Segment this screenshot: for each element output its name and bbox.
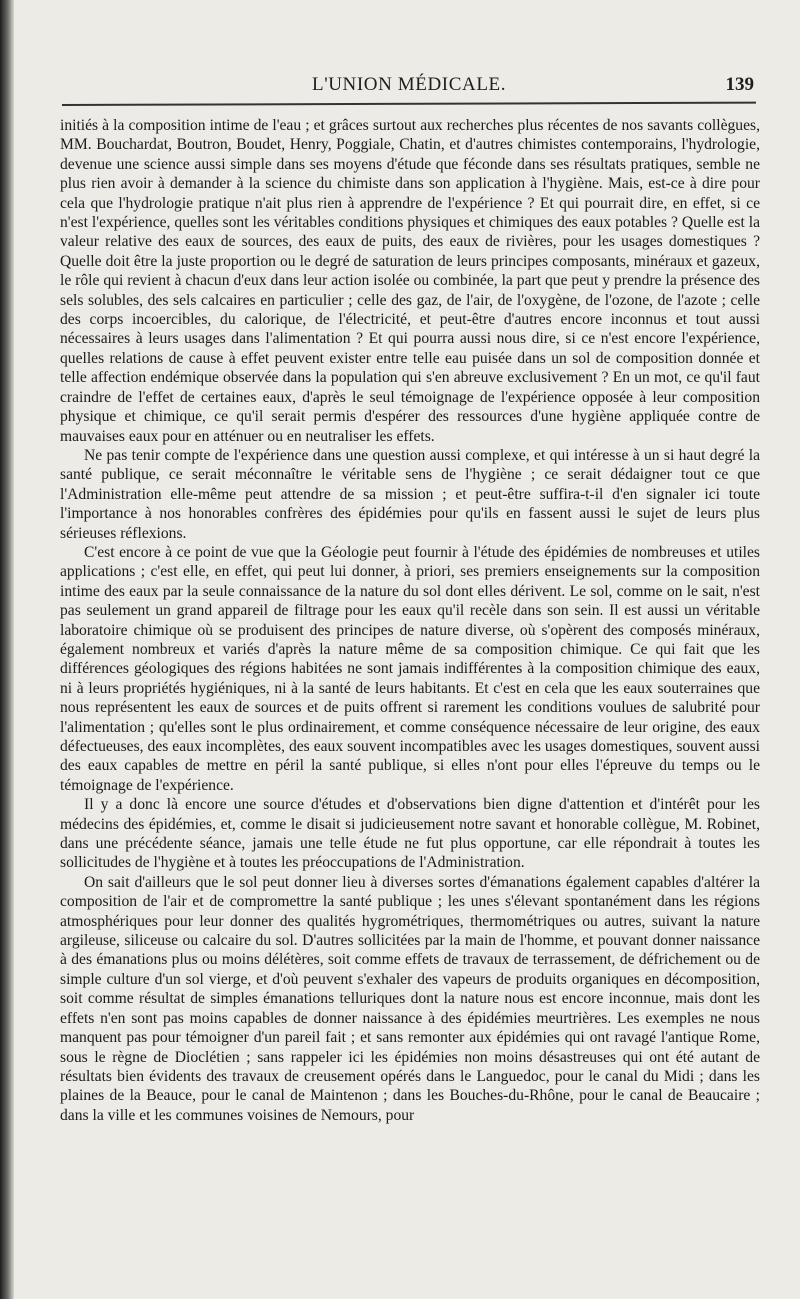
page-header: [62, 74, 758, 104]
page-binding-edge: [0, 0, 14, 1299]
paragraph-5: On sait d'ailleurs que le sol peut donner lieu à diverses sortes d'émanations également capables d'altérer la composition de l'air et de compromettre la santé publique ; les unes s'élevant spontanément dans les régions atmosphériques pour leur donner des qualités hygrométriques, thermométriques ou autres, suivant la nature argileuse, siliceuse ou calcaire du sol. D'autres sollicitées par la main de l'homme, et pouvant donner naissance à des émanations plus ou moins délétères, soit comme effets de travaux de terrassement, de défrichement ou de simple culture d'un sol vierge, et d'où peuvent s'exhaler des vapeurs de produits organiques en décomposition, soit comme résultat de simples émanations telluriques dont la nature nous est encore inconnue, mais dont les effets n'en sont pas moins capables de donner naissance à des épidémies meurtrières. Les exemples ne nous manquent pas pour témoigner d'un pareil fait ; et sans remonter aux épidémies qui ont ravagé l'antique Rome, sous le règne de Dioclétien ; sans rappeler ici les épidémies non moins désastreuses qui ont été autant de résultats bien évidents des travaux de creusement opérés dans le Languedoc, pour le canal du Midi ; dans les plaines de la Beauce, pour le canal de Maintenon ; dans les Bouches-du-Rhône, pour le canal de Beaucaire ; dans la ville et les communes voisines de Nemours, pour: [60, 873, 760, 1124]
body-text: [60, 116, 760, 1125]
page-number: 139: [725, 74, 754, 95]
paragraph-1: initiés à la composition intime de l'eau ; et grâces surtout aux recherches plus récentes de nos savants collègues, MM. Bouchardat, Boutron, Boudet, Henry, Poggiale, Chatin, et d'autres chimistes contemporains, l'hydrologie, devenue une science aussi simple dans ses moyens d'étude que féconde dans ses résultats pratiques, semble ne plus rien avoir à demander à la science du chimiste dans son application à l'hygiène. Mais, est-ce à dire pour cela que l'hydrologie pratique n'ait plus rien à apprendre de l'expérience ? Et qui pourrait dire, en effet, si ce n'est l'expérience, quelles sont les véritables conditions physiques et chimiques des eaux potables ? Quelle est la valeur relative des eaux de sources, des eaux de puits, des eaux de rivières, pour les usages domestiques ? Quelle doit être la juste proportion ou le degré de saturation de leurs principes composants, minéraux et gazeux, le rôle qui revient à chacun d'eux dans leur action isolée ou combinée, la part que peut y prendre la présence des sels solubles, des sels calcaires en particulier ; celle des gaz, de l'air, de l'oxygène, de l'ozone, de l'azote ; celle des corps incoercibles, du calorique, de l'électricité, et peut-être d'autres encore inconnus et tout aussi nécessaires à leurs usages dans l'alimentation ? Et qui pourra aussi nous dire, si ce n'est encore l'expérience, quelles relations de cause à effet peuvent exister entre telle eau puisée dans un sol de composition donnée et telle affection endémique observée dans la population qui s'en abreuve exclusivement ? En un mot, ce qu'il faut craindre de l'effet de certaines eaux, d'après le seul témoignage de l'expérience opposée à leur composition physique et chimique, ce qu'il serait permis d'espérer des ressources d'une hygiène appliquée contre de mauvaises eaux pour en atténuer ou en neutraliser les effets.: [60, 117, 760, 445]
running-title: L'UNION MÉDICALE.: [312, 74, 507, 95]
paragraph-2: Ne pas tenir compte de l'expérience dans une question aussi complexe, et qui intéresse à un si haut degré la santé publique, ce serait méconnaître le véritable sens de l'hygiène ; ce serait dédaigner tout ce que l'Administration elle-même peut attendre de sa mission ; et peut-être suffira-t-il d'en signaler ici toute l'importance à nos honorables confrères des épidémies pour qu'ils en fassent aussi le sujet de leurs plus sérieuses réflexions.: [60, 446, 760, 542]
paragraph-4: Il y a donc là encore une source d'études et d'observations bien digne d'attention et d'intérêt pour les médecins des épidémies, et, comme le disait si judicieusement notre savant et honorable collègue, M. Robinet, dans une précédente séance, jamais une telle étude ne fut plus opportune, car elle répondrait à toutes les sollicitudes de l'hygiène et à toutes les préoccupations de l'Administration.: [60, 796, 760, 872]
paragraph-3: C'est encore à ce point de vue que la Géologie peut fournir à l'étude des épidémies de nombreuses et utiles applications ; c'est elle, en effet, qui peut lui donner, à priori, ses premiers enseignements sur la composition intime des eaux par la seule connaissance de la nature du sol dont elles dérivent. Le sol, comme on le sait, n'est pas seulement un grand appareil de filtrage pour les eaux qu'il recèle dans son sein. Il est aussi un véritable laboratoire chimique où se produisent des principes de nature diverse, où s'opèrent des composés minéraux, également nombreux et variés d'après la nature même de sa composition chimique. Ce qui fait que les différences géologiques des régions habitées ne sont jamais indifférentes à la composition chimique des eaux, ni à leurs propriétés hygiéniques, ni à la santé de leurs habitants. Et c'est en cela que les eaux souterraines que nous représentent les eaux de sources et de puits offrent si rarement les conditions voulues de salubrité pour l'alimentation ; qu'elles sont le plus ordinairement, et comme conséquence nécessaire de leur origine, des eaux défectueuses, des eaux incomplètes, des eaux souvent incompatibles avec les usages domestiques, souvent aussi des eaux capables de mettre en péril la santé publique, si elles n'ont pour elles l'épreuve du temps ou le témoignage de l'expérience.: [60, 543, 760, 794]
